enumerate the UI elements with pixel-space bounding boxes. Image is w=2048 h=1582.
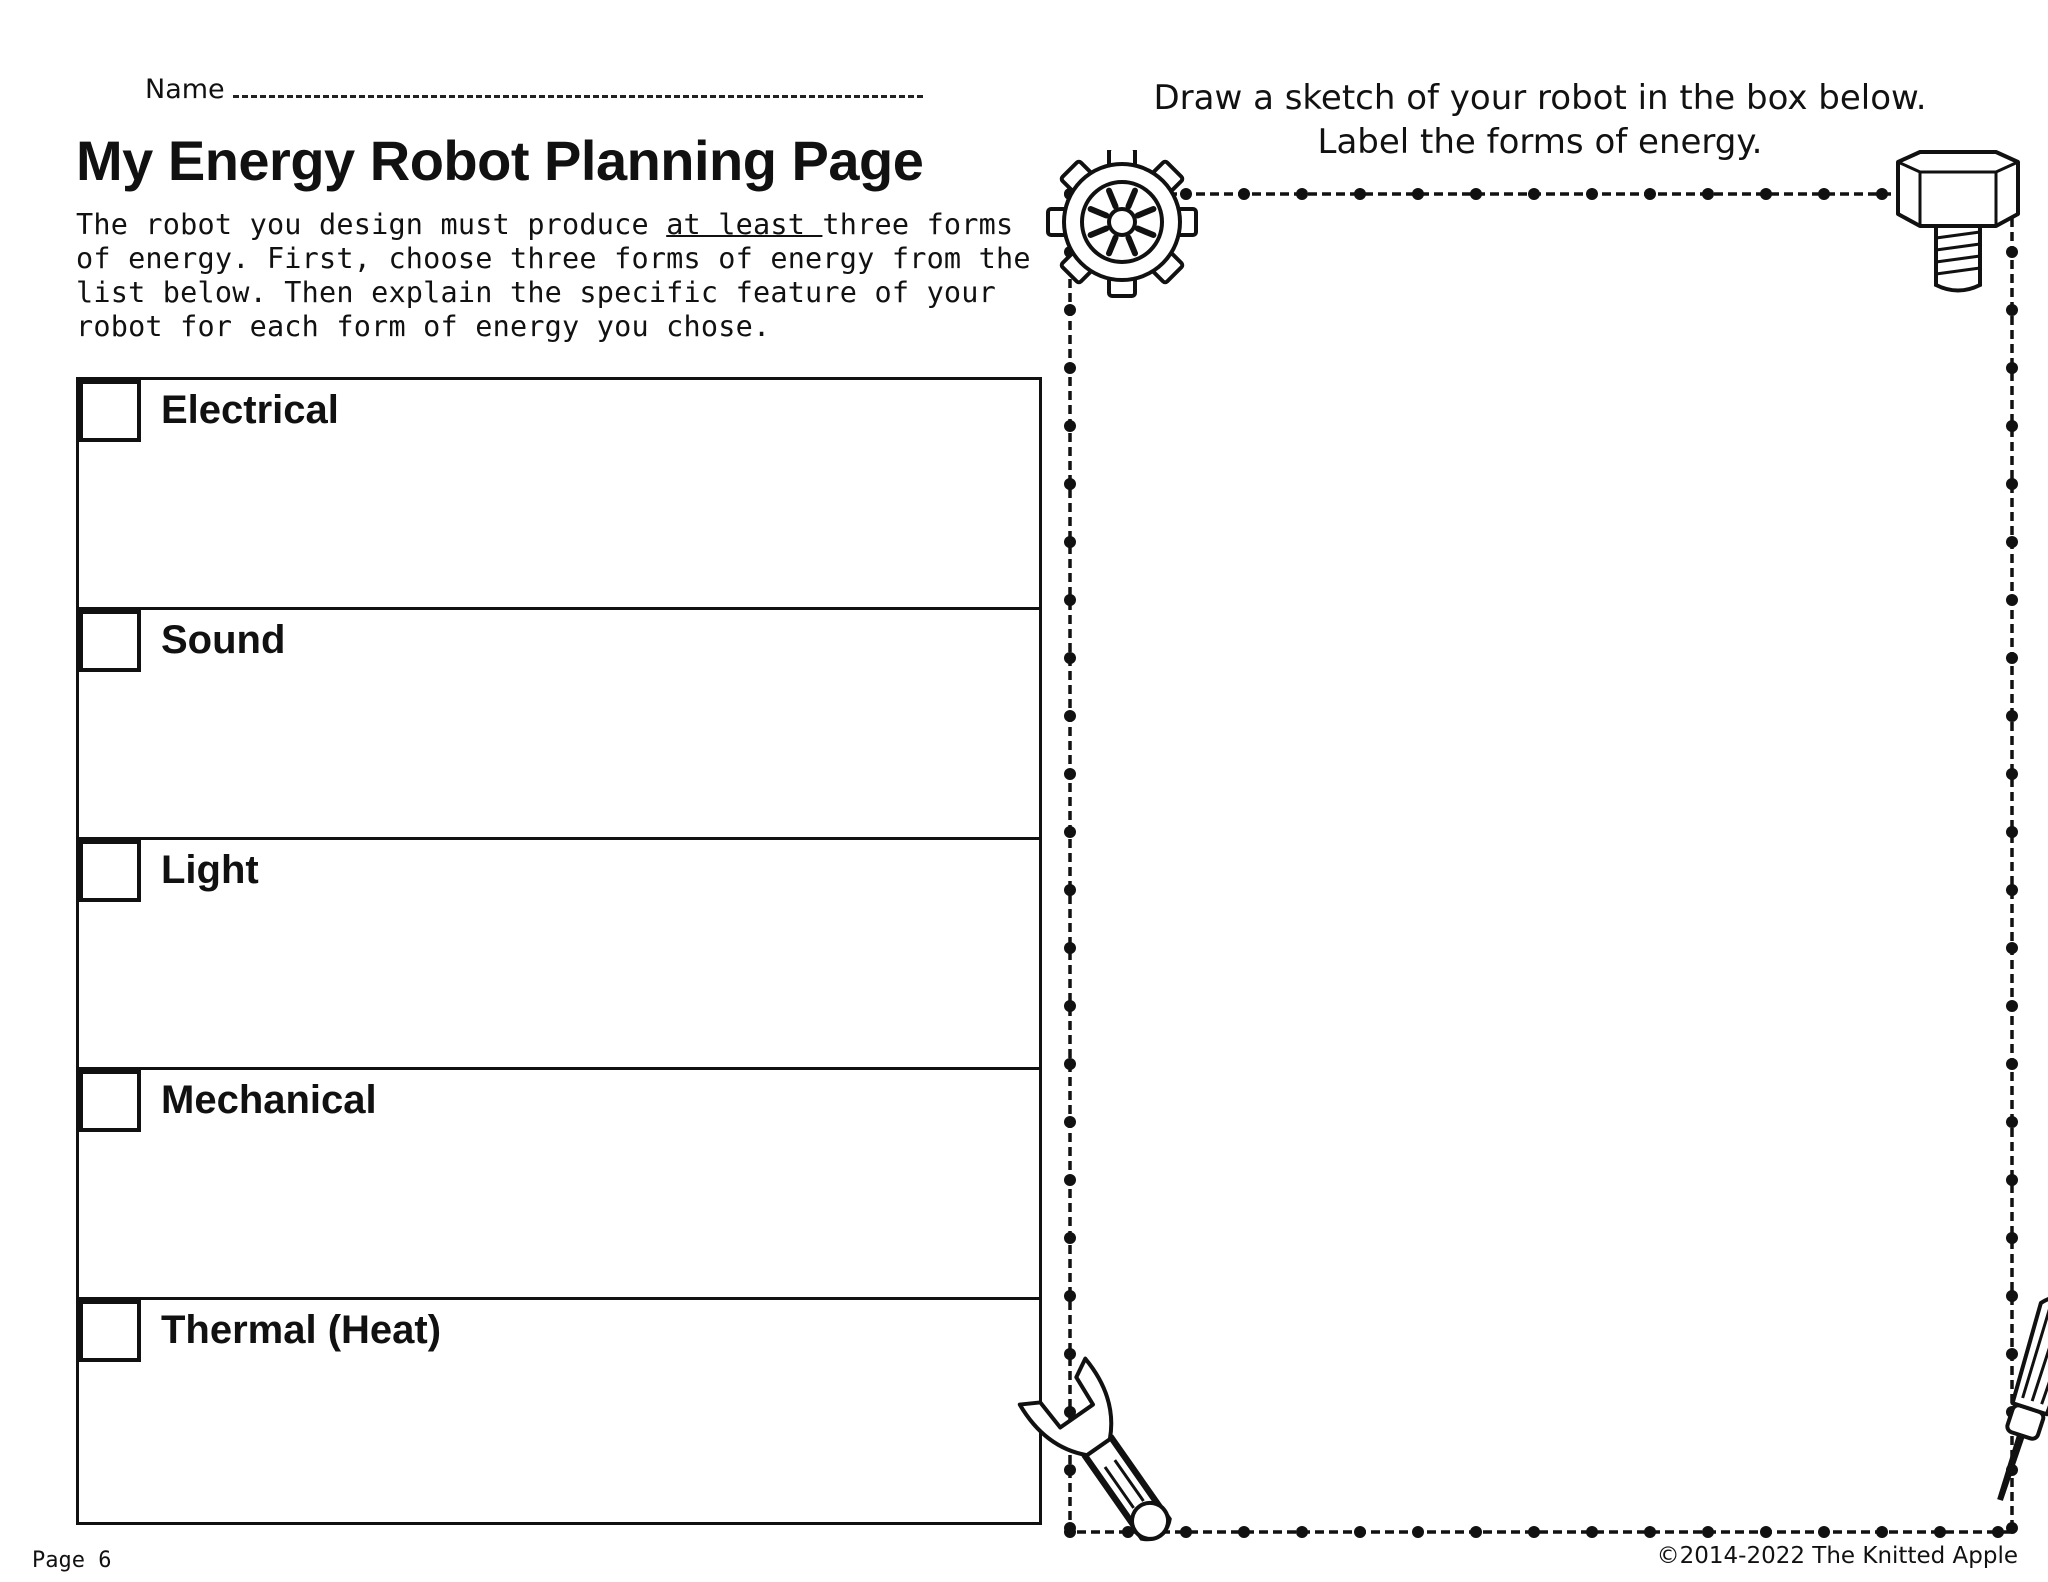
energy-label-mechanical: Mechanical — [161, 1078, 377, 1122]
sound-checkbox[interactable] — [79, 610, 141, 672]
energy-row-mechanical[interactable] — [79, 1070, 1039, 1300]
page-number: Page 6 — [32, 1548, 112, 1573]
sketch-instruction-line2: Label the forms of energy. — [1317, 122, 1763, 162]
energy-label-electrical: Electrical — [161, 388, 339, 432]
electrical-checkbox[interactable] — [79, 380, 141, 442]
wrench-icon — [1019, 1358, 1193, 1550]
copyright-notice: ©2014-2022 The Knitted Apple — [1656, 1543, 2018, 1569]
energy-label-sound: Sound — [161, 618, 286, 662]
energy-row-thermal[interactable] — [79, 1300, 1039, 1522]
light-checkbox[interactable] — [79, 840, 141, 902]
mechanical-checkbox[interactable] — [79, 1070, 141, 1132]
instructions-paragraph — [76, 208, 1036, 344]
thermal-checkbox[interactable] — [79, 1300, 141, 1362]
name-field[interactable] — [145, 74, 923, 105]
name-blank-line[interactable] — [233, 81, 923, 98]
energy-row-electrical[interactable] — [79, 380, 1039, 610]
energy-row-sound[interactable] — [79, 610, 1039, 840]
instructions-emphasis: at least — [666, 208, 823, 241]
name-label: Name — [145, 74, 225, 105]
sketch-instruction-line1: Draw a sketch of your robot in the box below. — [1153, 78, 1927, 118]
bolt-icon — [1898, 152, 2018, 291]
gear-icon — [1048, 150, 1196, 296]
page-title: My Energy Robot Planning Page — [76, 129, 924, 192]
instructions-part2: three forms of energy. First, choose three forms of energy from the list below. Then explain the specific feature of your robot for each form of energy you chose. — [76, 208, 1031, 343]
energy-label-light: Light — [161, 848, 259, 892]
energy-forms-table — [76, 377, 1042, 1525]
instructions-part1: The robot you design must produce — [76, 208, 667, 241]
sketch-box[interactable] — [1000, 150, 2048, 1550]
energy-row-light[interactable] — [79, 840, 1039, 1070]
energy-label-thermal: Thermal (Heat) — [161, 1308, 442, 1352]
dotted-border — [1064, 188, 2018, 1538]
